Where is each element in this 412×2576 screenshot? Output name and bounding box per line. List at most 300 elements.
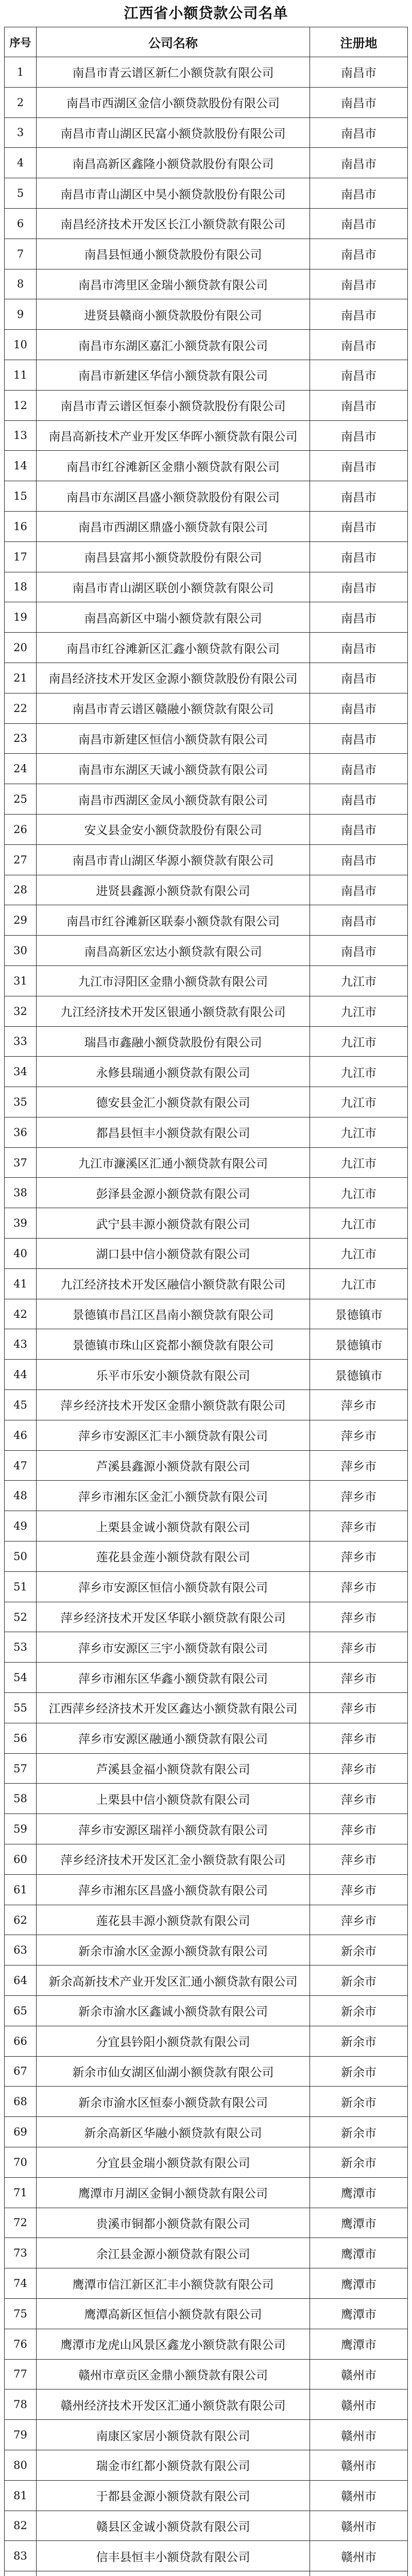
registered-region: 南昌市 — [310, 481, 408, 512]
registered-region: 萍乡市 — [310, 1844, 408, 1875]
table-row — [5, 391, 408, 421]
table-row — [5, 299, 408, 330]
row-number: 36 — [5, 1117, 37, 1148]
table-row — [5, 693, 408, 724]
table-row — [5, 57, 408, 88]
row-number: 41 — [5, 1269, 37, 1299]
registered-region: 南昌市 — [310, 815, 408, 845]
row-number: 33 — [5, 1027, 37, 1057]
company-name: 鹰潭市信江新区汇丰小额贷款有限公司 — [37, 2268, 310, 2299]
company-name: 南昌市东湖区嘉汇小额贷款有限公司 — [37, 330, 310, 360]
company-name: 南昌市青云谱区赣融小额贷款有限公司 — [37, 693, 310, 724]
registered-region: 萍乡市 — [310, 1754, 408, 1784]
company-name: 德安县金汇小额贷款有限公司 — [37, 1087, 310, 1117]
registered-region: 新余市 — [310, 2026, 408, 2057]
row-number: 80 — [5, 2450, 37, 2481]
row-number: 62 — [5, 1905, 37, 1936]
company-name: 南昌市青云谱区恒泰小额贷款股份有限公司 — [37, 391, 310, 421]
table-row — [5, 1027, 408, 1057]
table-row — [5, 905, 408, 936]
table-row — [5, 2208, 408, 2239]
table-row — [5, 148, 408, 178]
row-number: 82 — [5, 2511, 37, 2541]
row-number: 63 — [5, 1935, 37, 1965]
table-row — [5, 2450, 408, 2481]
registered-region: 九江市 — [310, 1208, 408, 1239]
row-number: 43 — [5, 1329, 37, 1360]
row-number: 18 — [5, 572, 37, 603]
row-number: 27 — [5, 845, 37, 875]
row-number: 56 — [5, 1723, 37, 1754]
registered-region: 赣州市 — [310, 2541, 408, 2571]
company-name: 安义县金安小额贷款股份有限公司 — [37, 815, 310, 845]
company-name: 萍乡市安源区汇丰小额贷款有限公司 — [37, 1420, 310, 1451]
registered-region: 萍乡市 — [310, 1875, 408, 1905]
registered-region: 南昌市 — [310, 330, 408, 360]
company-name: 南昌县恒通小额贷款股份有限公司 — [37, 239, 310, 269]
registered-region — [310, 2571, 408, 2576]
row-number: 67 — [5, 2057, 37, 2087]
company-name: 南昌高新技术产业开发区华晖小额贷款有限公司 — [37, 421, 310, 451]
company-name: 瑞金市红都小额贷款有限公司 — [37, 2450, 310, 2481]
table-row — [5, 1814, 408, 1844]
registered-region: 萍乡市 — [310, 1390, 408, 1420]
registered-region: 新余市 — [310, 2057, 408, 2087]
company-name: 南昌经济技术开发区金源小额贷款股份有限公司 — [37, 663, 310, 693]
table-row — [5, 118, 408, 148]
row-number: 29 — [5, 905, 37, 936]
table-row — [5, 2541, 408, 2571]
table-row — [5, 2420, 408, 2450]
table-row — [5, 1269, 408, 1299]
company-name: 都昌县恒丰小额贷款有限公司 — [37, 1117, 310, 1148]
row-number: 24 — [5, 754, 37, 784]
table-row — [5, 1965, 408, 1996]
registered-region: 九江市 — [310, 1269, 408, 1299]
row-number: 12 — [5, 391, 37, 421]
registered-region: 萍乡市 — [310, 1481, 408, 1511]
registered-region: 新余市 — [310, 2147, 408, 2178]
row-number: 51 — [5, 1572, 37, 1602]
company-name: 萍乡市安源区恒信小额贷款有限公司 — [37, 1572, 310, 1602]
company-name: 九江市濂溪区汇通小额贷款有限公司 — [37, 1148, 310, 1178]
row-number: 31 — [5, 966, 37, 996]
company-name: 南昌市青山湖区联创小额贷款有限公司 — [37, 572, 310, 603]
row-number: 61 — [5, 1875, 37, 1905]
registered-region: 九江市 — [310, 1239, 408, 1269]
row-number: 53 — [5, 1632, 37, 1663]
registered-region: 景德镇市 — [310, 1299, 408, 1330]
row-number: 73 — [5, 2238, 37, 2268]
table-row — [5, 421, 408, 451]
registered-region: 萍乡市 — [310, 1663, 408, 1693]
company-name: 分宜县金瑞小额贷款有限公司 — [37, 2147, 310, 2178]
registered-region: 南昌市 — [310, 754, 408, 784]
row-number: 71 — [5, 2178, 37, 2208]
table-row — [5, 2571, 408, 2576]
registered-region: 南昌市 — [310, 512, 408, 542]
row-number: 77 — [5, 2360, 37, 2390]
company-name: 彭泽县金源小额贷款有限公司 — [37, 1178, 310, 1208]
table-row — [5, 2057, 408, 2087]
table-row — [5, 1239, 408, 1269]
row-number: 35 — [5, 1087, 37, 1117]
row-number: 55 — [5, 1693, 37, 1723]
table-row — [5, 1481, 408, 1511]
row-number: 42 — [5, 1299, 37, 1330]
header-no: 序号 — [5, 27, 37, 57]
registered-region: 九江市 — [310, 1027, 408, 1057]
company-name: 进贤县赣商小额贷款股份有限公司 — [37, 299, 310, 330]
registered-region: 南昌市 — [310, 299, 408, 330]
registered-region: 赣州市 — [310, 2450, 408, 2481]
registered-region: 赣州市 — [310, 2360, 408, 2390]
registered-region: 九江市 — [310, 1148, 408, 1178]
registered-region: 鹰潭市 — [310, 2208, 408, 2239]
registered-region: 萍乡市 — [310, 1693, 408, 1723]
registered-region: 南昌市 — [310, 572, 408, 603]
row-number: 5 — [5, 178, 37, 209]
company-name: 萍乡经济技术开发区汇金小额贷款有限公司 — [37, 1844, 310, 1875]
table-row — [5, 572, 408, 603]
header-region: 注册地 — [310, 27, 408, 57]
registered-region: 鹰潭市 — [310, 2329, 408, 2360]
row-number: 3 — [5, 118, 37, 148]
company-name: 南昌高新区宏达小额贷款有限公司 — [37, 936, 310, 966]
registered-region: 萍乡市 — [310, 1602, 408, 1633]
company-name: 萍乡市湘东区华鑫小额贷款有限公司 — [37, 1663, 310, 1693]
registered-region: 南昌市 — [310, 905, 408, 936]
company-name: 南昌市红谷滩新区汇鑫小额贷款有限公司 — [37, 633, 310, 663]
row-number: 16 — [5, 512, 37, 542]
registered-region: 萍乡市 — [310, 1420, 408, 1451]
table-row — [5, 1602, 408, 1633]
table-row — [5, 1148, 408, 1178]
table-row — [5, 2147, 408, 2178]
table-row — [5, 2178, 408, 2208]
company-name: 南昌市青云谱区新仁小额贷款有限公司 — [37, 57, 310, 88]
row-number: 25 — [5, 784, 37, 815]
company-name: 于都县金源小额贷款有限公司 — [37, 2481, 310, 2511]
row-number: 64 — [5, 1965, 37, 1996]
company-name: 进贤县鑫源小额贷款有限公司 — [37, 875, 310, 906]
company-name: 芦溪县金福小额贷款有限公司 — [37, 1754, 310, 1784]
row-number: 45 — [5, 1390, 37, 1420]
table-row — [5, 1299, 408, 1330]
row-number: 11 — [5, 360, 37, 391]
company-name: 赣州经济技术开发区汇通小额贷款有限公司 — [37, 2389, 310, 2420]
row-number: 72 — [5, 2208, 37, 2239]
table-row — [5, 1784, 408, 1814]
table-row — [5, 481, 408, 512]
registered-region: 南昌市 — [310, 602, 408, 633]
row-number: 15 — [5, 481, 37, 512]
table-row — [5, 2238, 408, 2268]
row-number: 46 — [5, 1420, 37, 1451]
row-number: 50 — [5, 1541, 37, 1572]
row-number: 83 — [5, 2541, 37, 2571]
company-name — [37, 2571, 310, 2576]
company-name: 南昌市红谷滩新区联泰小额贷款有限公司 — [37, 905, 310, 936]
row-number: 74 — [5, 2268, 37, 2299]
registered-region: 九江市 — [310, 996, 408, 1027]
registered-region: 九江市 — [310, 1057, 408, 1087]
registered-region: 南昌市 — [310, 633, 408, 663]
table-row — [5, 1087, 408, 1117]
row-number: 44 — [5, 1360, 37, 1390]
row-number: 52 — [5, 1602, 37, 1633]
company-name: 南昌市东湖区昌盛小额贷款股份有限公司 — [37, 481, 310, 512]
company-name: 南昌市红谷滩新区金鼎小额贷款有限公司 — [37, 451, 310, 481]
company-name: 南昌市湾里区金瑞小额贷款有限公司 — [37, 269, 310, 300]
row-number: 69 — [5, 2117, 37, 2147]
table-row — [5, 542, 408, 572]
company-name: 湖口县中信小额贷款有限公司 — [37, 1239, 310, 1269]
company-name: 余江县金源小额贷款有限公司 — [37, 2238, 310, 2268]
company-name: 赣县区金诚小额贷款有限公司 — [37, 2511, 310, 2541]
company-name: 萍乡经济技术开发区华联小额贷款有限公司 — [37, 1602, 310, 1633]
table-row — [5, 512, 408, 542]
table-row — [5, 1178, 408, 1208]
company-name: 乐平市乐安小额贷款有限公司 — [37, 1360, 310, 1390]
row-number: 28 — [5, 875, 37, 906]
table-row — [5, 2026, 408, 2057]
table-header-row — [5, 27, 408, 57]
registered-region: 南昌市 — [310, 88, 408, 118]
company-name: 贵溪市铜都小额贷款有限公司 — [37, 2208, 310, 2239]
row-number — [5, 2571, 37, 2576]
company-table — [4, 27, 408, 2576]
table-row — [5, 2087, 408, 2117]
table-row — [5, 602, 408, 633]
row-number: 58 — [5, 1784, 37, 1814]
company-name: 萍乡市安源区瑞祥小额贷款有限公司 — [37, 1814, 310, 1844]
row-number: 40 — [5, 1239, 37, 1269]
company-name: 萍乡市安源区三宇小额贷款有限公司 — [37, 1632, 310, 1663]
row-number: 57 — [5, 1754, 37, 1784]
row-number: 65 — [5, 1996, 37, 2026]
registered-region: 赣州市 — [310, 2481, 408, 2511]
registered-region: 南昌市 — [310, 269, 408, 300]
company-name: 分宜县钤阳小额贷款有限公司 — [37, 2026, 310, 2057]
table-row — [5, 2329, 408, 2360]
company-name: 新余高新区华融小额贷款有限公司 — [37, 2117, 310, 2147]
row-number: 68 — [5, 2087, 37, 2117]
company-name: 南昌县富邦小额贷款股份有限公司 — [37, 542, 310, 572]
row-number: 7 — [5, 239, 37, 269]
registered-region: 南昌市 — [310, 421, 408, 451]
table-row — [5, 1511, 408, 1541]
registered-region: 萍乡市 — [310, 1511, 408, 1541]
registered-region: 鹰潭市 — [310, 2268, 408, 2299]
table-row — [5, 2481, 408, 2511]
page-title: 江西省小额贷款公司名单 — [124, 5, 288, 22]
company-name: 新余高新技术产业开发区汇通小额贷款有限公司 — [37, 1965, 310, 1996]
table-row — [5, 1572, 408, 1602]
registered-region: 景德镇市 — [310, 1360, 408, 1390]
table-row — [5, 1875, 408, 1905]
registered-region: 南昌市 — [310, 542, 408, 572]
table-row — [5, 88, 408, 118]
registered-region: 九江市 — [310, 1178, 408, 1208]
row-number: 8 — [5, 269, 37, 300]
registered-region: 南昌市 — [310, 118, 408, 148]
company-name: 莲花县丰源小额贷款有限公司 — [37, 1905, 310, 1936]
table-row — [5, 1057, 408, 1087]
table-row — [5, 330, 408, 360]
registered-region: 赣州市 — [310, 2420, 408, 2450]
row-number: 14 — [5, 451, 37, 481]
registered-region: 南昌市 — [310, 178, 408, 209]
registered-region: 萍乡市 — [310, 1541, 408, 1572]
registered-region: 萍乡市 — [310, 1905, 408, 1936]
row-number: 23 — [5, 724, 37, 754]
table-row — [5, 239, 408, 269]
company-name: 萍乡市安源区融通小额贷款有限公司 — [37, 1723, 310, 1754]
header-company-name: 公司名称 — [37, 27, 310, 57]
table-row — [5, 784, 408, 815]
table-row — [5, 2389, 408, 2420]
table-row — [5, 966, 408, 996]
company-name: 新余市渝水区鑫诚小额贷款有限公司 — [37, 1996, 310, 2026]
table-row — [5, 663, 408, 693]
company-name: 景德镇市珠山区瓷都小额贷款有限公司 — [37, 1329, 310, 1360]
row-number: 4 — [5, 148, 37, 178]
table-row — [5, 1693, 408, 1723]
registered-region: 鹰潭市 — [310, 2178, 408, 2208]
registered-region: 萍乡市 — [310, 1572, 408, 1602]
table-row — [5, 1844, 408, 1875]
company-name: 瑞昌市鑫融小额贷款股份有限公司 — [37, 1027, 310, 1057]
table-row — [5, 269, 408, 300]
table-row — [5, 1663, 408, 1693]
registered-region: 南昌市 — [310, 451, 408, 481]
row-number: 79 — [5, 2420, 37, 2450]
row-number: 75 — [5, 2299, 37, 2329]
row-number: 19 — [5, 602, 37, 633]
company-name: 赣州市章贡区金鼎小额贷款有限公司 — [37, 2360, 310, 2390]
company-name: 南昌市西湖区金凤小额贷款有限公司 — [37, 784, 310, 815]
registered-region: 九江市 — [310, 1087, 408, 1117]
company-name: 南昌市青山湖区华源小额贷款有限公司 — [37, 845, 310, 875]
row-number: 13 — [5, 421, 37, 451]
registered-region: 南昌市 — [310, 845, 408, 875]
row-number: 49 — [5, 1511, 37, 1541]
registered-region: 南昌市 — [310, 875, 408, 906]
row-number: 76 — [5, 2329, 37, 2360]
company-name: 南昌市西湖区金信小额贷款股份有限公司 — [37, 88, 310, 118]
company-name: 南昌市青山湖区民富小额贷款股份有限公司 — [37, 118, 310, 148]
company-name: 南昌高新区鑫隆小额贷款股份有限公司 — [37, 148, 310, 178]
table-row — [5, 209, 408, 239]
table-row — [5, 754, 408, 784]
company-name: 莲花县金莲小额贷款有限公司 — [37, 1541, 310, 1572]
registered-region: 赣州市 — [310, 2511, 408, 2541]
registered-region: 南昌市 — [310, 148, 408, 178]
registered-region: 九江市 — [310, 1117, 408, 1148]
company-name: 九江经济技术开发区融信小额贷款有限公司 — [37, 1269, 310, 1299]
company-name: 南昌市东湖区天诚小额贷款有限公司 — [37, 754, 310, 784]
table-row — [5, 178, 408, 209]
registered-region: 萍乡市 — [310, 1632, 408, 1663]
table-row — [5, 2299, 408, 2329]
row-number: 30 — [5, 936, 37, 966]
company-name: 萍乡市湘东区金汇小额贷款有限公司 — [37, 1481, 310, 1511]
registered-region: 南昌市 — [310, 936, 408, 966]
company-name: 鹰潭市月湖区金铜小额贷款有限公司 — [37, 2178, 310, 2208]
company-name: 鹰潭市龙虎山风景区鑫龙小额贷款有限公司 — [37, 2329, 310, 2360]
table-row — [5, 1420, 408, 1451]
table-row — [5, 875, 408, 906]
row-number: 70 — [5, 2147, 37, 2178]
company-name: 新余市渝水区金源小额贷款有限公司 — [37, 1935, 310, 1965]
table-row — [5, 1360, 408, 1390]
company-name: 南昌市新建区华信小额贷款有限公司 — [37, 360, 310, 391]
registered-region: 新余市 — [310, 2087, 408, 2117]
table-row — [5, 2117, 408, 2147]
row-number: 54 — [5, 1663, 37, 1693]
registered-region: 南昌市 — [310, 693, 408, 724]
row-number: 59 — [5, 1814, 37, 1844]
company-name: 景德镇市昌江区昌南小额贷款有限公司 — [37, 1299, 310, 1330]
table-row — [5, 1541, 408, 1572]
registered-region: 南昌市 — [310, 663, 408, 693]
table-row — [5, 1935, 408, 1965]
table-row — [5, 2268, 408, 2299]
company-name: 新余市渝水区恒泰小额贷款有限公司 — [37, 2087, 310, 2117]
table-row — [5, 845, 408, 875]
registered-region: 萍乡市 — [310, 1451, 408, 1481]
registered-region: 鹰潭市 — [310, 2299, 408, 2329]
row-number: 9 — [5, 299, 37, 330]
row-number: 78 — [5, 2389, 37, 2420]
table-row — [5, 2360, 408, 2390]
registered-region: 南昌市 — [310, 57, 408, 88]
row-number: 10 — [5, 330, 37, 360]
table-row — [5, 1723, 408, 1754]
registered-region: 萍乡市 — [310, 1814, 408, 1844]
company-name: 鹰潭高新区恒信小额贷款有限公司 — [37, 2299, 310, 2329]
row-number: 1 — [5, 57, 37, 88]
company-name: 九江市浔阳区金鼎小额贷款有限公司 — [37, 966, 310, 996]
row-number: 47 — [5, 1451, 37, 1481]
registered-region: 萍乡市 — [310, 1723, 408, 1754]
table-row — [5, 724, 408, 754]
table-row — [5, 451, 408, 481]
company-name: 永修县瑞通小额贷款有限公司 — [37, 1057, 310, 1087]
registered-region: 新余市 — [310, 1935, 408, 1965]
row-number: 48 — [5, 1481, 37, 1511]
table-row — [5, 815, 408, 845]
registered-region: 景德镇市 — [310, 1329, 408, 1360]
row-number: 6 — [5, 209, 37, 239]
row-number: 37 — [5, 1148, 37, 1178]
table-row — [5, 1754, 408, 1784]
row-number: 60 — [5, 1844, 37, 1875]
registered-region: 南昌市 — [310, 209, 408, 239]
table-row — [5, 1451, 408, 1481]
company-name: 南昌市西湖区鼎盛小额贷款有限公司 — [37, 512, 310, 542]
registered-region: 新余市 — [310, 2117, 408, 2147]
company-name: 萍乡市湘东区昌盛小额贷款有限公司 — [37, 1875, 310, 1905]
company-name: 新余市仙女湖区仙湖小额贷款有限公司 — [37, 2057, 310, 2087]
row-number: 39 — [5, 1208, 37, 1239]
table-row — [5, 1208, 408, 1239]
table-row — [5, 1996, 408, 2026]
row-number: 17 — [5, 542, 37, 572]
company-name: 萍乡经济技术开发区金鼎小额贷款有限公司 — [37, 1390, 310, 1420]
registered-region: 赣州市 — [310, 2389, 408, 2420]
